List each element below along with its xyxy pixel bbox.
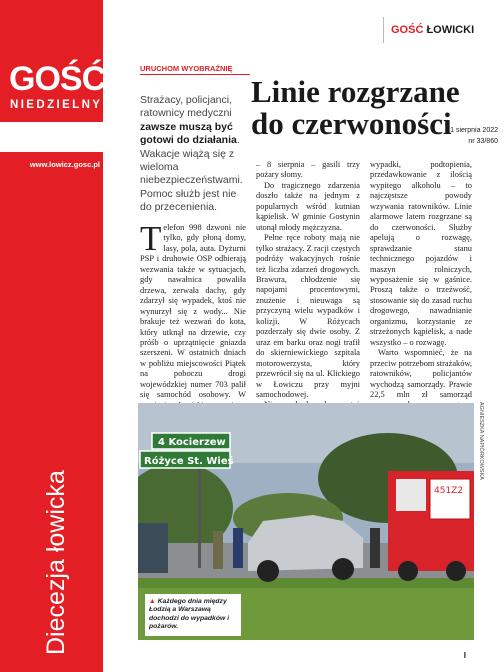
diocese-label: Diecezja łowicka bbox=[42, 470, 70, 655]
lead-text: Strażacy, policjanci, ratownicy medyczni bbox=[140, 94, 233, 120]
sign-pole bbox=[198, 458, 201, 568]
magazine-logo: GOŚĆ bbox=[9, 60, 106, 98]
lead-paragraph bbox=[140, 94, 243, 215]
edition-title-red: GOŚĆ bbox=[391, 24, 424, 36]
body-paragraph: – 8 sierpnia – gasili trzy pożary słomy. bbox=[256, 160, 360, 180]
road-sign-bottom-text: Różyce St. Wieś bbox=[144, 456, 234, 467]
person-left bbox=[233, 528, 243, 568]
body-paragraph bbox=[140, 219, 246, 422]
photo-credit: AGNIESZKA NAPIÓRKOWSKA bbox=[478, 402, 484, 480]
kicker-underline bbox=[140, 74, 250, 75]
body-paragraph: wypadki, podtopienia, przedawkowanie z ilością wypitego alkoholu – to najczęstsze powody wzywania ratowników. Linie alarmowe latem rozgrzane są do czerwoności. Służby apelują o rozwagę, sprawdzanie stanu technicznego pojazdów i maszyn rolniczych, wyposażenie się w gaśnice. Proszą także o trzeźwość, stosowanie się do zasad ruchu drogowego, nawadnianie organizmu, korzystanie ze strzeżonych kąpielisk, a nade wszystko – o rozwagę. bbox=[370, 160, 472, 347]
headline: Linie rozgrzane do czerwoności bbox=[251, 74, 460, 141]
firefighter-right bbox=[370, 528, 380, 568]
page-number: I bbox=[463, 651, 466, 660]
body-text: elefon 998 dzwoni nie tylko, gdy płoną domy, lasy, pola, auta. Dyżurni PSP i druhowie OSP odbierają wezwania także w sytuacjach, gdy nawałnica powaliła drzewa, zerwała dachy, gdy zdarzył się wypadek, ktoś nie wynurzył się z wody... Nie brakuje też wezwań do kota, który utknął na drzewie, czy próśb o uprzątnięcie gniazda szerszeni. W ostatnich dniach w pobliżu miejscowości Piątek na poboczu drogi wojewódzkiej numer 703 palił się samochód osobowy. W bbox=[140, 223, 246, 400]
photo-caption bbox=[145, 594, 241, 636]
car-wheel-rear bbox=[332, 558, 354, 580]
issue-info-strip bbox=[0, 122, 103, 152]
drop-cap: T bbox=[140, 219, 162, 258]
issue-date: 21 sierpnia 2022 bbox=[446, 127, 498, 134]
edition-title bbox=[391, 24, 474, 36]
firefighter-left bbox=[213, 531, 223, 569]
road-sign-top-text: 4 Kocierzew bbox=[158, 437, 226, 448]
issue-number: nr 33/860 bbox=[468, 138, 498, 145]
edition-title-rest: ŁOWICKI bbox=[423, 24, 475, 36]
lead-bold-text: zawsze muszą być gotowi do działania bbox=[140, 120, 237, 147]
body-paragraph: Pełne ręce roboty mają nie tylko strażacy. Z racji częstych podróży wakacyjnych rośnie też liczba zdarzeń drogowych. Brawura, chłodzenie się napojami procentowymi, znużenie i nieuwaga są przyczyną wielu wypadków i kolizji. W Różycach pozderzały się dwie osoby. Z uraz em barku oraz nogi trafił do skierniewickiego szpitala motorowerzysta, który przewrócił się na ul. Klickiego w Łowiczu przy myjni samochodowej. bbox=[256, 233, 360, 399]
body-column-1 bbox=[140, 219, 246, 422]
fire-truck-door bbox=[430, 479, 470, 519]
kicker: URUCHOM WYOBRAŹNIĘ bbox=[140, 64, 233, 73]
body-text: Warto wspomnieć, że na przeciw potrzebom strażaków, ratowników, policjantów wychodzą samorządy. Prawie 22,5 mln zł samorząd bbox=[370, 348, 473, 399]
car-wheel-front bbox=[257, 560, 279, 582]
fire-truck-plate: 451Z2 bbox=[434, 486, 464, 496]
truck-wheel-rear bbox=[446, 561, 466, 581]
lead-text-end: . Wakacje wiążą się z wieloma niebezpieczeństwami. Pomoc służb jest nie do przecenienia. bbox=[140, 134, 243, 214]
fire-truck-panel bbox=[396, 479, 426, 511]
caption-triangle-icon: ▲ bbox=[149, 598, 158, 605]
website-link[interactable]: www.lowicz.gosc.pl bbox=[29, 160, 100, 169]
truck-wheel-front bbox=[398, 561, 418, 581]
header-divider bbox=[383, 17, 384, 43]
caption-text: Każdego dnia między Łodzią a Warszawą dochodzi do wypadków i pożarów. bbox=[149, 598, 230, 631]
body-paragraph: Do tragicznego zdarzenia doszło także na jednym z popularnych wśród kutnian kąpielisk. W gminie Gostynin utonął młody mężczyzna. bbox=[256, 180, 360, 232]
magazine-logo-subtitle: NIEDZIELNY bbox=[10, 99, 103, 111]
police-car bbox=[138, 523, 168, 573]
